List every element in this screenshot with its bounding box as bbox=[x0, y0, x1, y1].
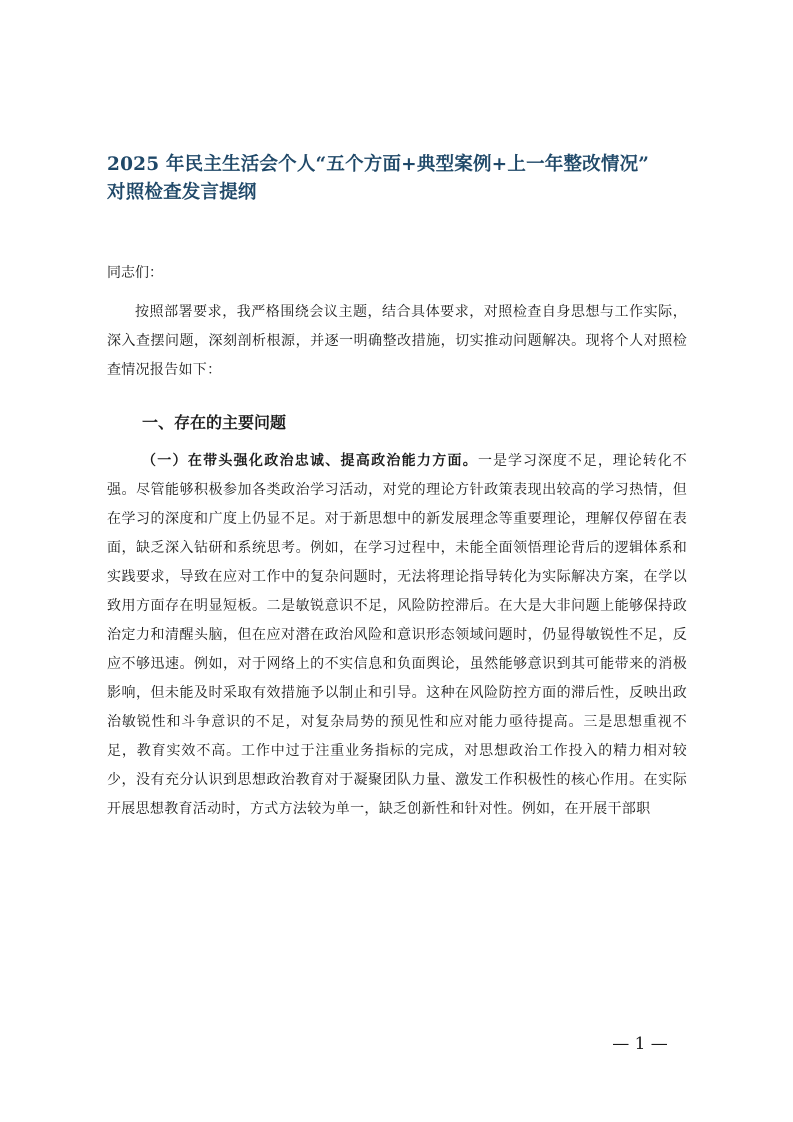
subsection-heading: （一）在带头强化政治忠诚、提高政治能力方面。 bbox=[142, 453, 479, 469]
page-number: — 1 — bbox=[612, 1034, 668, 1054]
subsection-paragraph-political-loyalty bbox=[107, 447, 687, 967]
document-title-line-1: 2025 年民主生活会个人“五个方面+典型案例+上一年整改情况” bbox=[107, 154, 650, 175]
greeting: 同志们： bbox=[107, 265, 163, 281]
subsection-body: 一是学习深度不足，理论转化不强。尽管能够积极参加各类政治学习活动，对党的理论方针政策表现出较高的学习热情，但在学习的深度和广度上仍显不足。对于新思想中的新发展理念等重要理论，理解仅停留在表面，缺乏深入钻研和系统思考。例如，在学习过程中，未能全面领悟理论背后的逻辑体系和实践要求，导致在应对工作中的复杂问题时，无法将理论指导转化为实际解决方案，在学以致用方面存在明显短板。二是敏锐意识不足，风险防控滞后。在大是大非问题上能够保持政治定力和清醒头脑，但在应对潜在政治风险和意识形态领域问题时，仍显得敏锐性不足，反应不够迅速。例如，对于网络上的不实信息和负面舆论，虽然能够意识到其可能带来的消极影响，但未能及时采取有效措施予以制止和引导。这种在风险防控方面的滞后性，反映出政治敏锐性和斗争意识的不足，对复杂局势的预见性和应对能力亟待提高。三是思想重视不足，教育实效不高。工作中过于注重业务指标的完成，对思想政治工作投入的精力相对较少，没有充分认识到思想政治教育对于凝聚团队力量、激发工作积极性的核心作用。在实际开展思想教育活动时，方式方法较为单一，缺乏创新性和针对性。例如，在开展干部职 bbox=[107, 453, 687, 817]
document-title-line-2: 对照检查发言提纲 bbox=[107, 182, 257, 203]
intro-paragraph: 按照部署要求，我严格围绕会议主题，结合具体要求，对照检查自身思想与工作实际，深入查摆问题，深刻剖析根源，并逐一明确整改措施，切实推动问题解决。现将个人对照检查情况报告如下： bbox=[107, 304, 687, 378]
document-title bbox=[107, 151, 707, 207]
section-heading-main-problems: 一、存在的主要问题 bbox=[142, 413, 287, 432]
